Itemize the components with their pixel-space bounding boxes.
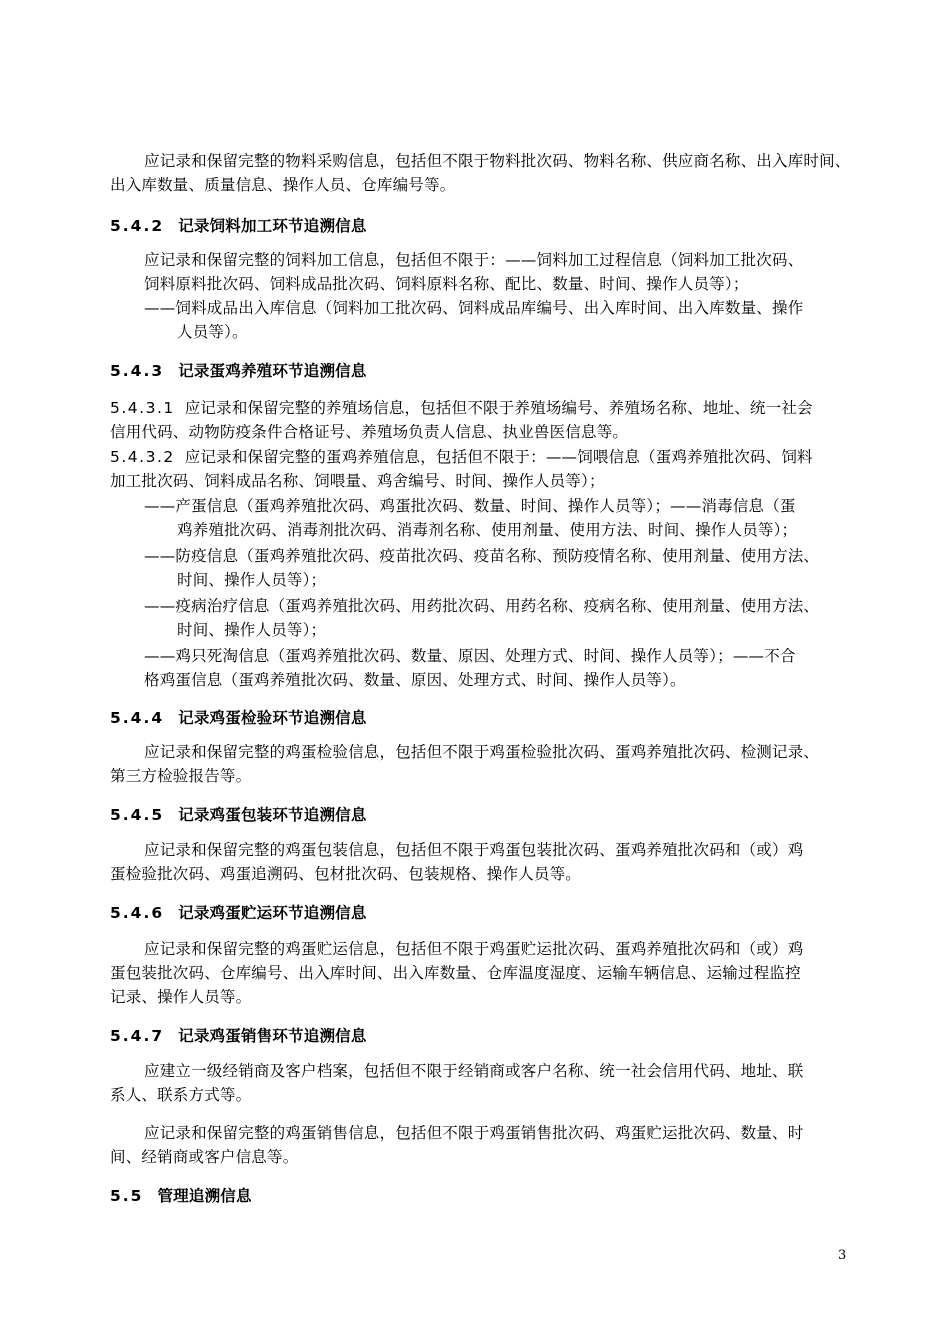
section-heading-5-5 [110, 1186, 252, 1206]
list-item-line: 鸡养殖批次码、消毒剂批次码、消毒剂名称、使用剂量、使用方法、时间、操作人员等）； [177, 521, 798, 539]
paragraph-line: 应记录和保留完整的鸡蛋检验信息，包括但不限于鸡蛋检验批次码、蛋鸡养殖批次码、检测记录、 [144, 743, 820, 761]
section-number: 5.5 [110, 1187, 144, 1205]
clause-5-4-3-2 [110, 447, 813, 467]
section-heading-5-4-3 [110, 361, 367, 381]
list-item-line: ——鸡只死淘信息（蛋鸡养殖批次码、数量、原因、处理方式、时间、操作人员等）；——不合 [144, 647, 796, 665]
paragraph-line: 信用代码、动物防疫条件合格证号、养殖场负责人信息、执业兽医信息等。 [110, 423, 629, 441]
list-item-line: ——产蛋信息（蛋鸡养殖批次码、鸡蛋批次码、数量、时间、操作人员等）；——消毒信息（蛋 [144, 497, 796, 515]
page-number: 3 [838, 1248, 847, 1263]
paragraph-line: 间、经销商或客户信息等。 [110, 1148, 299, 1166]
section-heading-5-4-2 [110, 216, 367, 236]
section-number: 5.4.6 [110, 904, 165, 922]
list-item-line: ——饲料成品出入库信息（饲料加工批次码、饲料成品库编号、出入库时间、出入库数量、操作 [144, 299, 804, 317]
section-heading-5-4-6 [110, 903, 367, 923]
paragraph-line: 出入库数量、质量信息、操作人员、仓库编号等。 [110, 176, 456, 194]
clause-number: 5.4.3.2 [110, 448, 175, 466]
section-number: 5.4.4 [110, 709, 165, 727]
list-item-line: 人员等）。 [177, 323, 248, 341]
section-number: 5.4.7 [110, 1027, 165, 1045]
paragraph-line: 第三方检验报告等。 [110, 767, 252, 785]
section-title: 记录鸡蛋销售环节追溯信息 [178, 1027, 367, 1045]
paragraph-line: 应记录和保留完整的鸡蛋包装信息，包括但不限于鸡蛋包装批次码、蛋鸡养殖批次码和（或）鸡 [144, 841, 804, 859]
paragraph-line: 应记录和保留完整的饲料加工信息，包括但不限于：——饲料加工过程信息（饲料加工批次码、 [144, 251, 804, 269]
list-item-line: 时间、操作人员等）； [177, 571, 327, 589]
paragraph-line: 饲料原料批次码、饲料成品批次码、饲料原料名称、配比、数量、时间、操作人员等）； [144, 275, 749, 293]
paragraph-line: 蛋检验批次码、鸡蛋追溯码、包材批次码、包装规格、操作人员等。 [110, 865, 582, 883]
clause-text: 应记录和保留完整的养殖场信息，包括但不限于养殖场编号、养殖场名称、地址、统一社会 [184, 399, 813, 417]
section-number: 5.4.2 [110, 217, 165, 235]
clause-text: 应记录和保留完整的蛋鸡养殖信息，包括但不限于：——饲喂信息（蛋鸡养殖批次码、饲料 [184, 448, 813, 466]
section-number: 5.4.5 [110, 806, 165, 824]
paragraph-line: 应建立一级经销商及客户档案，包括但不限于经销商或客户名称、统一社会信用代码、地址、联 [144, 1062, 804, 1080]
list-item-line: 时间、操作人员等）； [177, 621, 327, 639]
section-heading-5-4-7 [110, 1026, 367, 1046]
paragraph-line: 应记录和保留完整的鸡蛋销售信息，包括但不限于鸡蛋销售批次码、鸡蛋贮运批次码、数量、时 [144, 1124, 804, 1142]
paragraph-line: 记录、操作人员等。 [110, 988, 252, 1006]
list-item-line: 格鸡蛋信息（蛋鸡养殖批次码、数量、原因、处理方式、时间、操作人员等）。 [144, 671, 686, 689]
paragraph-line: 加工批次码、饲料成品名称、饲喂量、鸡舍编号、时间、操作人员等）； [110, 472, 605, 490]
list-item-line: ——防疫信息（蛋鸡养殖批次码、疫苗批次码、疫苗名称、预防疫情名称、使用剂量、使用方法、 [144, 547, 820, 565]
clause-number: 5.4.3.1 [110, 399, 175, 417]
section-heading-5-4-4 [110, 708, 367, 728]
section-title: 记录鸡蛋贮运环节追溯信息 [178, 904, 367, 922]
section-title: 记录鸡蛋检验环节追溯信息 [178, 709, 367, 727]
clause-5-4-3-1 [110, 398, 813, 418]
section-title: 记录蛋鸡养殖环节追溯信息 [178, 362, 367, 380]
paragraph-line: 蛋包装批次码、仓库编号、出入库时间、出入库数量、仓库温度湿度、运输车辆信息、运输过程监控 [110, 964, 801, 982]
section-number: 5.4.3 [110, 362, 165, 380]
paragraph-line: 应记录和保留完整的鸡蛋贮运信息，包括但不限于鸡蛋贮运批次码、蛋鸡养殖批次码和（或）鸡 [144, 940, 804, 958]
section-title: 记录鸡蛋包装环节追溯信息 [178, 806, 367, 824]
list-item-line: ——疫病治疗信息（蛋鸡养殖批次码、用药批次码、用药名称、疫病名称、使用剂量、使用方法、 [144, 597, 820, 615]
section-heading-5-4-5 [110, 805, 367, 825]
section-title: 管理追溯信息 [157, 1187, 252, 1205]
section-title: 记录饲料加工环节追溯信息 [178, 217, 367, 235]
paragraph-line: 系人、联系方式等。 [110, 1086, 252, 1104]
paragraph-line: 应记录和保留完整的物料采购信息，包括但不限于物料批次码、物料名称、供应商名称、出入库时间、 [144, 152, 851, 170]
